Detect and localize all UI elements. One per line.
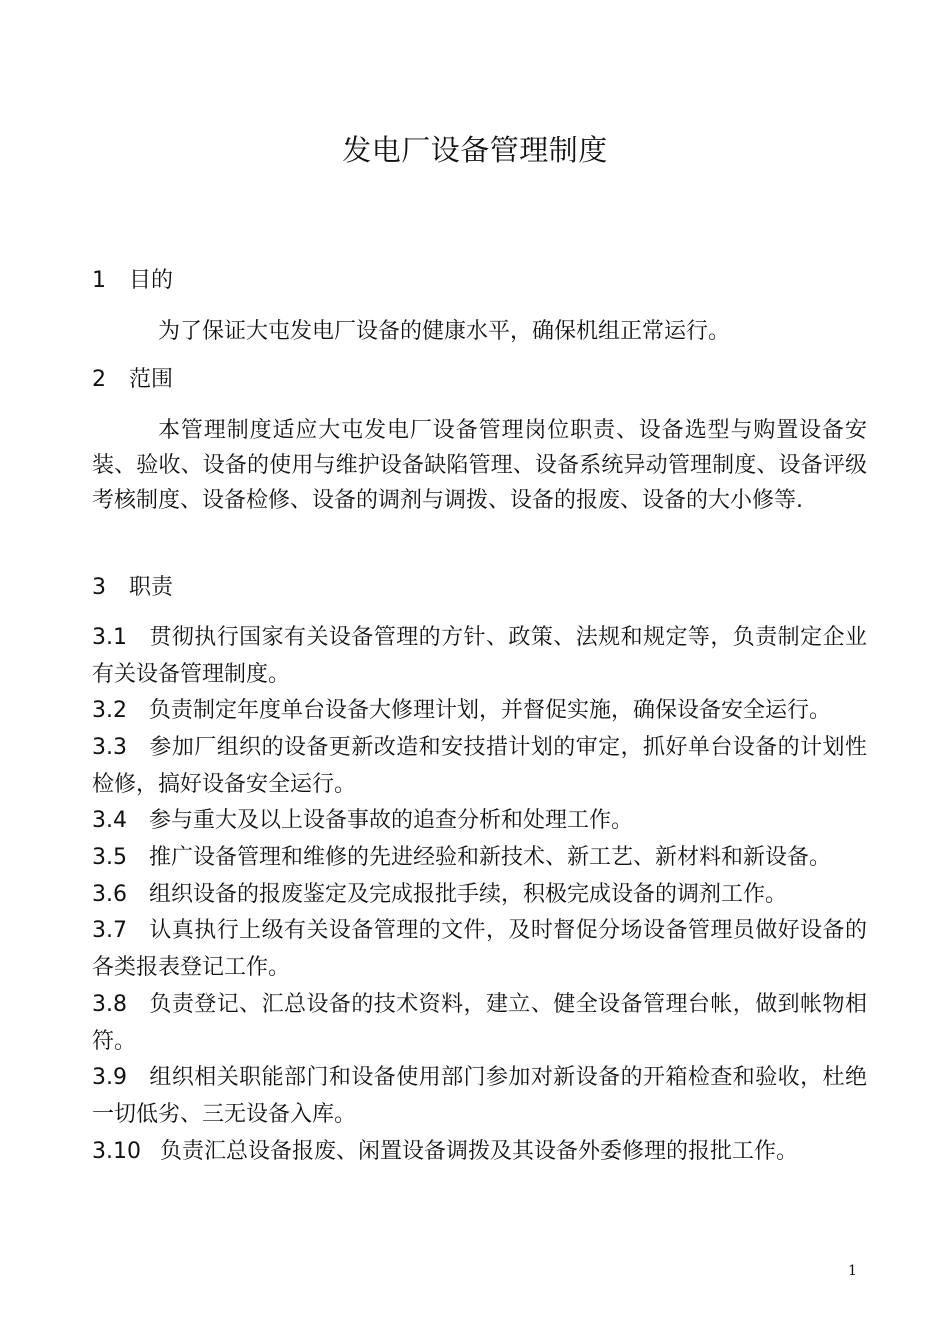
document-title: 发电厂设备管理制度 (342, 133, 608, 167)
section-number: 2 (92, 367, 106, 392)
list-item (92, 802, 867, 839)
section-heading-scope (92, 364, 173, 396)
item-number: 3.8 (92, 992, 127, 1017)
list-item (92, 1059, 867, 1133)
list-item (92, 986, 867, 1060)
section-number: 3 (92, 575, 106, 600)
section-title: 目的 (129, 268, 174, 293)
section-title: 职责 (129, 575, 174, 600)
page-number: 1 (848, 1263, 857, 1279)
item-text: 推广设备管理和维修的先进经验和新技术、新工艺、新材料和新设备。 (149, 845, 832, 870)
list-item (92, 729, 867, 803)
item-number: 3.2 (92, 698, 127, 723)
item-text: 参加厂组织的设备更新改造和安技措计划的审定，抓好单台设备的计划性检修，搞好设备安全运行。 (92, 735, 867, 797)
item-text: 负责汇总设备报废、闲置设备调拨及其设备外委修理的报批工作。 (160, 1139, 799, 1164)
item-number: 3.1 (92, 625, 127, 650)
section-title: 范围 (129, 367, 174, 392)
item-number: 3.4 (92, 808, 127, 833)
item-text: 参与重大及以上设备事故的追查分析和处理工作。 (149, 808, 634, 833)
item-number: 3.9 (92, 1065, 127, 1090)
item-number: 3.7 (92, 918, 127, 943)
item-text: 组织设备的报废鉴定及完成报批手续，积极完成设备的调剂工作。 (149, 882, 788, 907)
section-heading-purpose (92, 265, 173, 297)
item-number: 3.3 (92, 735, 127, 760)
item-text: 认真执行上级有关设备管理的文件，及时督促分场设备管理员做好设备的各类报表登记工作。 (92, 918, 867, 980)
section-heading-responsibilities (92, 572, 173, 604)
list-item (92, 619, 867, 693)
section-text-purpose: 为了保证大屯发电厂设备的健康水平，确保机组正常运行。 (158, 319, 731, 344)
item-text: 贯彻执行国家有关设备管理的方针、政策、法规和规定等，负责制定企业有关设备管理制度。 (92, 625, 867, 687)
item-text: 负责制定年度单台设备大修理计划，并督促实施，确保设备安全运行。 (149, 698, 832, 723)
list-item (92, 692, 867, 729)
item-text: 负责登记、汇总设备的技术资料，建立、健全设备管理台帐，做到帐物相符。 (92, 992, 867, 1054)
item-number: 3.10 (92, 1139, 141, 1164)
section-text-scope: 本管理制度适应大屯发电厂设备管理岗位职责、设备选型与购置设备安装、验收、设备的使用与维护设备缺陷管理、设备系统异动管理制度、设备评级考核制度、设备检修、设备的调剂与调拨、设备的报废、设备的大小修等. (92, 418, 867, 513)
item-text: 组织相关职能部门和设备使用部门参加对新设备的开箱检查和验收，杜绝一切低劣、三无设备入库。 (92, 1065, 867, 1127)
section-number: 1 (92, 268, 106, 293)
list-item (92, 912, 867, 986)
item-number: 3.6 (92, 882, 127, 907)
item-number: 3.5 (92, 845, 127, 870)
list-item (92, 839, 867, 876)
list-item (92, 876, 867, 913)
list-item (92, 1133, 867, 1170)
